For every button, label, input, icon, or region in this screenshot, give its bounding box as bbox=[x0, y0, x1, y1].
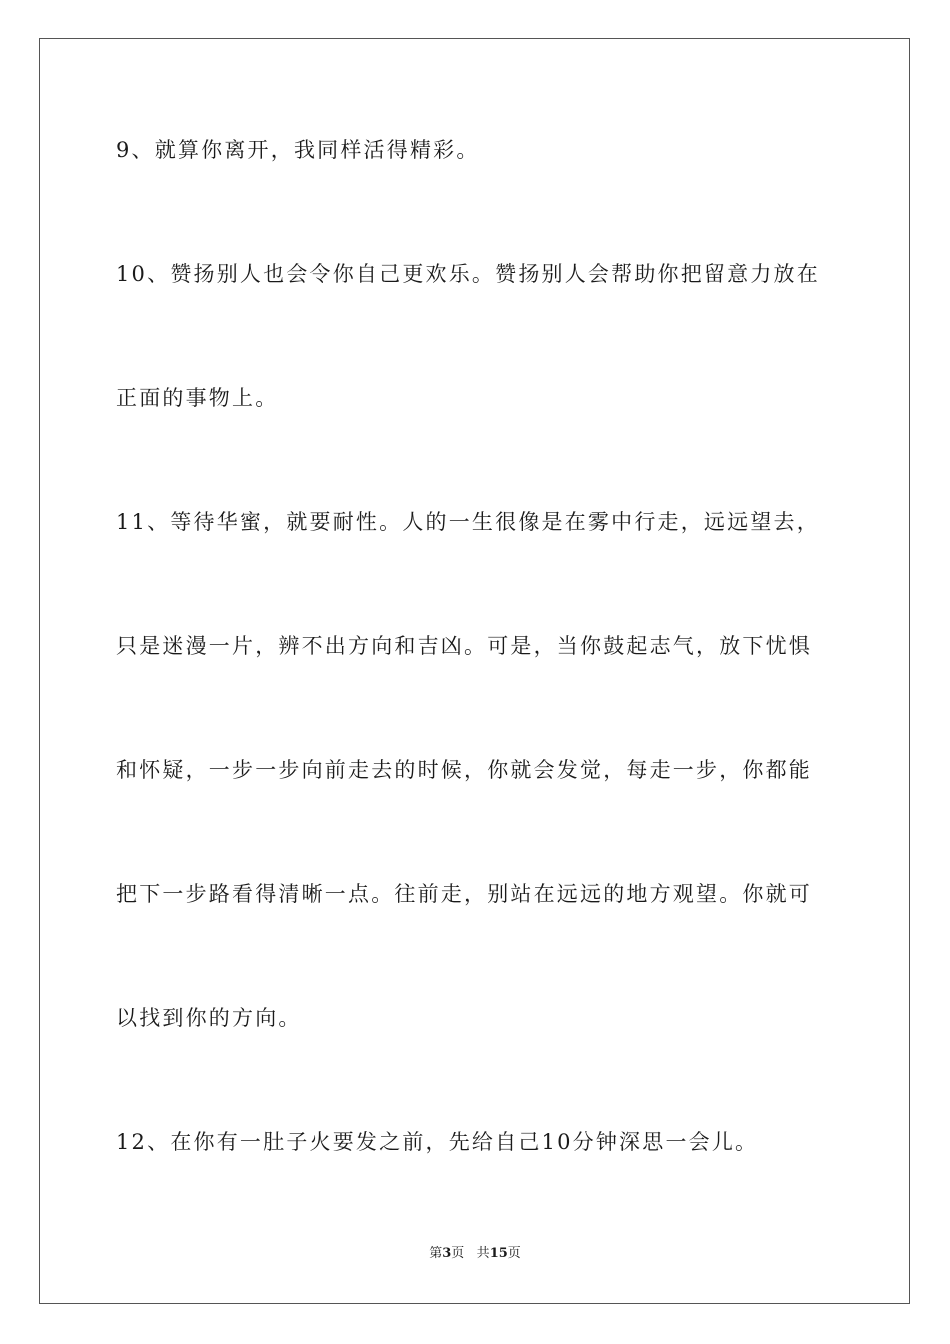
page-footer bbox=[0, 1245, 950, 1263]
total-prefix: 共 bbox=[476, 1246, 490, 1261]
page-suffix: 页 bbox=[451, 1246, 465, 1261]
page-prefix: 第 bbox=[429, 1246, 443, 1261]
text-line-2: 10、赞扬别人也会令你自己更欢乐。赞扬别人会帮助你把留意力放在 bbox=[116, 262, 820, 286]
page-number: 3 bbox=[442, 1246, 452, 1261]
text-line-8: 以找到你的方向。 bbox=[116, 1006, 302, 1030]
text-line-3: 正面的事物上。 bbox=[116, 386, 279, 410]
text-line-6: 和怀疑，一步一步向前走去的时候，你就会发觉，每走一步，你都能 bbox=[116, 758, 812, 782]
text-line-7: 把下一步路看得清晰一点。往前走，别站在远远的地方观望。你就可 bbox=[116, 882, 812, 906]
text-line-5: 只是迷漫一片，辨不出方向和吉凶。可是，当你鼓起志气，放下忧惧 bbox=[116, 634, 812, 658]
text-line-4: 11、等待华蜜，就要耐性。人的一生很像是在雾中行走，远远望去， bbox=[116, 510, 820, 534]
total-suffix: 页 bbox=[507, 1246, 521, 1261]
page-border bbox=[39, 38, 910, 1304]
text-line-1: 9、就算你离开，我同样活得精彩。 bbox=[116, 138, 480, 162]
total-pages: 15 bbox=[489, 1246, 508, 1261]
text-line-9: 12、在你有一肚子火要发之前，先给自己10分钟深思一会儿。 bbox=[116, 1130, 759, 1154]
